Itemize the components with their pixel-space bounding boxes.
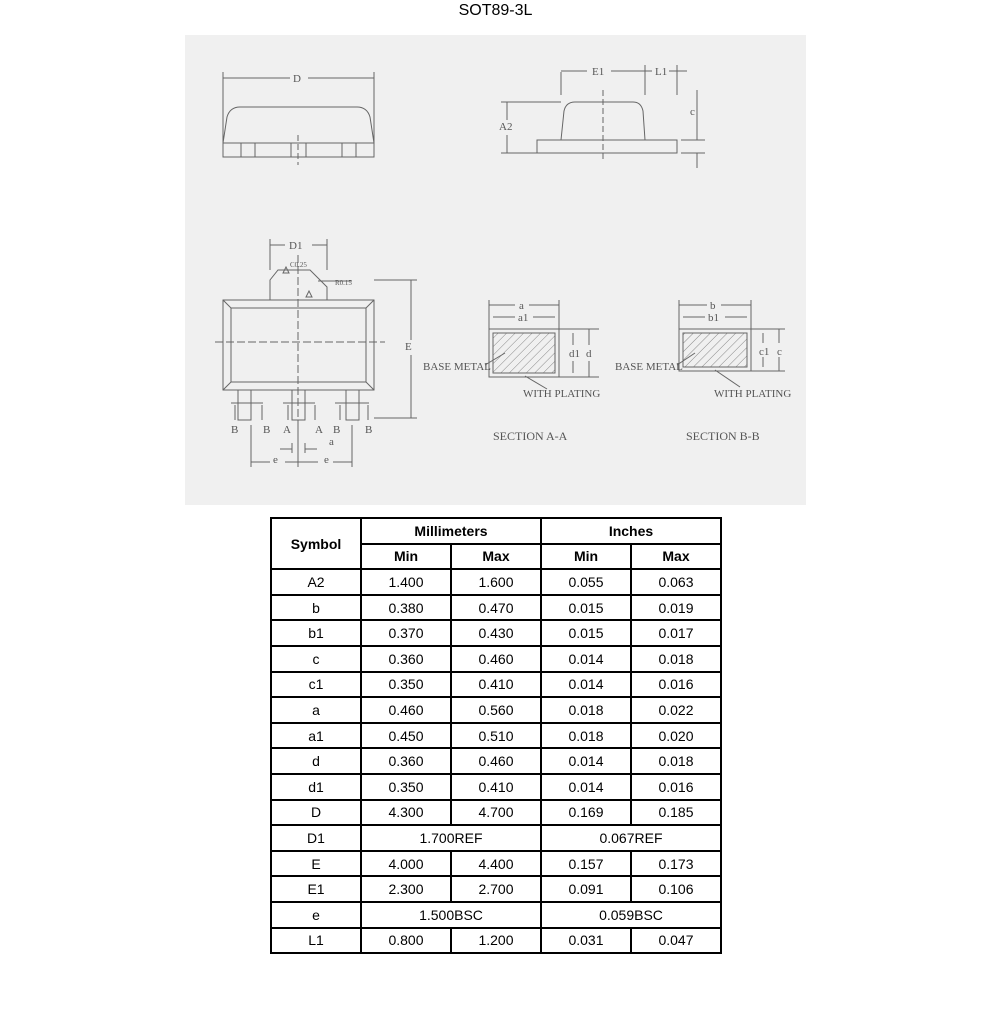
in-max-cell: 0.106 (631, 876, 721, 902)
mm-ref-cell: 1.500BSC (361, 902, 541, 928)
symbol-cell: c (271, 646, 361, 672)
symbol-cell: E (271, 851, 361, 877)
symbol-cell: D1 (271, 825, 361, 851)
mm-min-cell: 2.300 (361, 876, 451, 902)
in-min-cell: 0.018 (541, 697, 631, 723)
in-max-cell: 0.019 (631, 595, 721, 621)
mm-min-cell: 0.800 (361, 928, 451, 954)
in-min-cell: 0.014 (541, 672, 631, 698)
mm-max-cell: 0.470 (451, 595, 541, 621)
in-min-cell: 0.014 (541, 646, 631, 672)
table-row (271, 851, 721, 877)
in-min-cell: 0.091 (541, 876, 631, 902)
package-drawing (185, 35, 806, 505)
label-a-section: a (519, 300, 524, 312)
dimension-table (270, 517, 722, 954)
label-chamfer-r015: R0.15 (335, 279, 352, 287)
mm-max-cell: 1.200 (451, 928, 541, 954)
mm-max-cell: 1.600 (451, 569, 541, 595)
in-max-cell: 0.185 (631, 800, 721, 826)
label-a1-section: a1 (518, 312, 529, 324)
label-A2: A2 (499, 121, 513, 133)
in-max-header: Max (631, 544, 721, 570)
label-pin-B3: B (333, 424, 341, 436)
in-min-cell: 0.018 (541, 723, 631, 749)
mm-min-cell: 4.300 (361, 800, 451, 826)
label-L1: L1 (655, 66, 668, 78)
label-d1-section: d1 (569, 348, 580, 360)
symbol-header: Symbol (271, 518, 361, 569)
mm-max-cell: 0.510 (451, 723, 541, 749)
symbol-cell: d1 (271, 774, 361, 800)
section-a-a (485, 300, 599, 389)
top-view (223, 72, 374, 165)
table-row (271, 928, 721, 954)
label-base-metal-a: BASE METAL (423, 361, 491, 373)
mm-min-cell: 0.360 (361, 646, 451, 672)
in-min-cell: 0.014 (541, 748, 631, 774)
label-E1: E1 (592, 66, 605, 78)
in-min-cell: 0.169 (541, 800, 631, 826)
side-view (501, 65, 705, 168)
table-row (271, 620, 721, 646)
symbol-cell: a1 (271, 723, 361, 749)
symbol-cell: e (271, 902, 361, 928)
mm-min-cell: 0.450 (361, 723, 451, 749)
label-a-bottom: a (329, 436, 334, 448)
label-e-2: e (324, 454, 329, 466)
symbol-cell: A2 (271, 569, 361, 595)
dimension-table-body (271, 569, 721, 953)
page-title: SOT89-3L (458, 2, 533, 19)
label-b-section: b (710, 300, 716, 312)
in-max-cell: 0.047 (631, 928, 721, 954)
mm-max-cell: 0.430 (451, 620, 541, 646)
label-with-plating-a: WITH PLATING (523, 388, 601, 400)
table-row (271, 646, 721, 672)
symbol-cell: D (271, 800, 361, 826)
label-pin-B4: B (365, 424, 373, 436)
in-max-cell: 0.016 (631, 774, 721, 800)
symbol-cell: c1 (271, 672, 361, 698)
label-c-section: c (777, 346, 782, 358)
table-row (271, 595, 721, 621)
triangle-marker-2 (306, 291, 312, 297)
mm-max-cell: 2.700 (451, 876, 541, 902)
label-b1-section: b1 (708, 312, 719, 324)
mm-max-cell: 0.560 (451, 697, 541, 723)
mm-min-cell: 0.460 (361, 697, 451, 723)
table-row (271, 774, 721, 800)
mm-min-cell: 1.400 (361, 569, 451, 595)
label-c-side: c (690, 106, 695, 118)
symbol-cell: d (271, 748, 361, 774)
label-D1: D1 (289, 240, 303, 252)
label-D: D (293, 73, 301, 85)
mm-max-cell: 4.700 (451, 800, 541, 826)
mm-ref-cell: 1.700REF (361, 825, 541, 851)
in-max-cell: 0.020 (631, 723, 721, 749)
table-row (271, 723, 721, 749)
label-E: E (405, 341, 412, 353)
in-max-cell: 0.016 (631, 672, 721, 698)
table-row (271, 876, 721, 902)
label-e-1: e (273, 454, 278, 466)
label-section-a-a: SECTION A-A (493, 429, 568, 443)
label-chamfer-c025: C0.25 (290, 261, 307, 269)
mm-max-cell: 0.460 (451, 748, 541, 774)
table-row (271, 748, 721, 774)
in-min-cell: 0.157 (541, 851, 631, 877)
label-d-section: d (586, 348, 592, 360)
in-max-cell: 0.018 (631, 646, 721, 672)
symbol-cell: E1 (271, 876, 361, 902)
mm-max-cell: 0.460 (451, 646, 541, 672)
table-row (271, 902, 721, 928)
symbol-cell: L1 (271, 928, 361, 954)
mm-max-cell: 4.400 (451, 851, 541, 877)
in-max-cell: 0.017 (631, 620, 721, 646)
in-max-cell: 0.018 (631, 748, 721, 774)
symbol-cell: a (271, 697, 361, 723)
label-c1-section: c1 (759, 346, 770, 358)
table-row (271, 697, 721, 723)
section-b-b (677, 300, 785, 387)
mm-min-cell: 0.360 (361, 748, 451, 774)
mm-min-cell: 0.380 (361, 595, 451, 621)
table-row (271, 569, 721, 595)
table-row (271, 672, 721, 698)
label-section-b-b: SECTION B-B (686, 429, 760, 443)
mm-max-cell: 0.410 (451, 774, 541, 800)
symbol-cell: b1 (271, 620, 361, 646)
symbol-cell: b (271, 595, 361, 621)
in-min-cell: 0.015 (541, 595, 631, 621)
label-pin-B2: B (263, 424, 271, 436)
in-max-cell: 0.063 (631, 569, 721, 595)
mm-min-cell: 0.350 (361, 672, 451, 698)
label-pin-A2: A (315, 424, 323, 436)
mm-min-cell: 4.000 (361, 851, 451, 877)
in-min-header: Min (541, 544, 631, 570)
table-row (271, 800, 721, 826)
in-ref-cell: 0.067REF (541, 825, 721, 851)
in-min-cell: 0.031 (541, 928, 631, 954)
millimeters-header: Millimeters (361, 518, 541, 544)
label-with-plating-b: WITH PLATING (714, 388, 792, 400)
inches-header: Inches (541, 518, 721, 544)
mm-max-header: Max (451, 544, 541, 570)
in-ref-cell: 0.059BSC (541, 902, 721, 928)
in-min-cell: 0.014 (541, 774, 631, 800)
mm-min-header: Min (361, 544, 451, 570)
mm-min-cell: 0.370 (361, 620, 451, 646)
mm-min-cell: 0.350 (361, 774, 451, 800)
in-min-cell: 0.015 (541, 620, 631, 646)
table-row (271, 825, 721, 851)
in-max-cell: 0.022 (631, 697, 721, 723)
label-base-metal-b: BASE METAL (615, 361, 683, 373)
mm-max-cell: 0.410 (451, 672, 541, 698)
in-max-cell: 0.173 (631, 851, 721, 877)
label-pin-B1: B (231, 424, 239, 436)
in-min-cell: 0.055 (541, 569, 631, 595)
label-pin-A1: A (283, 424, 291, 436)
